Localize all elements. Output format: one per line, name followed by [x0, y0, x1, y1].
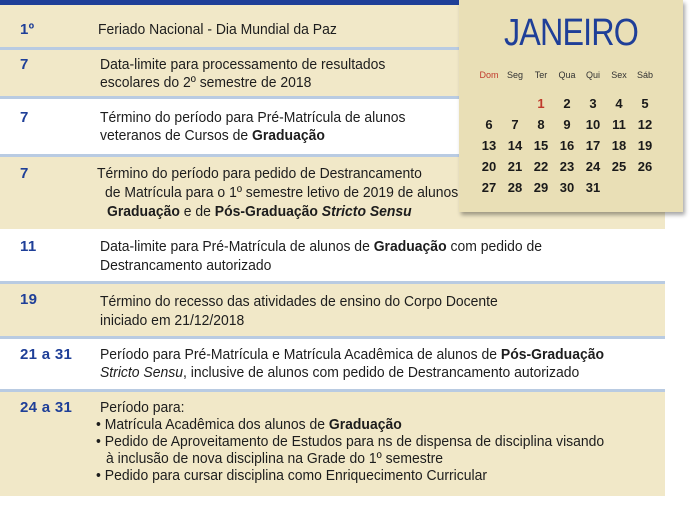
event-description-line-2: escolares do 2º semestre de 2018	[100, 74, 312, 91]
event-description-line-1: Término do período para Pré-Matrícula de alunos	[100, 109, 406, 126]
event-description-line-5: • Pedido para cursar disciplina como Enriquecimento Curricular	[96, 467, 488, 484]
calendar-day: 21	[507, 159, 523, 174]
calendar-day: 6	[485, 117, 493, 132]
calendar-day: 16	[559, 138, 575, 153]
event-description: Feriado Nacional - Dia Mundial da Paz	[98, 21, 337, 38]
calendar-day: 18	[611, 138, 627, 153]
event-description-line-1: Término do recesso das atividades de ensino do Corpo Docente	[100, 293, 498, 310]
event-description-line-2: veteranos de Cursos de Graduação	[100, 127, 325, 144]
event-date: 7	[20, 165, 29, 182]
event-description-line-2: Stricto Sensu, inclusive de alunos com pedido de Destrancamento autorizado	[100, 364, 580, 381]
calendar-month-title: JANEIRO	[503, 12, 639, 54]
calendar-day: 17	[585, 138, 601, 153]
calendar-day: 13	[481, 138, 497, 153]
calendar-day: 24	[585, 159, 601, 174]
weekday-label: Qui	[585, 70, 600, 80]
event-description-line-2: iniciado em 21/12/2018	[100, 312, 245, 329]
event-description-line-2: • Matrícula Acadêmica dos alunos de Graduação	[96, 416, 402, 433]
weekday-label: Dom	[479, 70, 499, 80]
event-description-line-1: Data-limite para Pré-Matrícula de alunos de Graduação com pedido de	[100, 238, 542, 255]
event-row-7	[0, 339, 665, 389]
calendar-widget	[459, 0, 683, 212]
event-description-line-3: • Pedido de Aproveitamento de Estudos para ns de dispensa de disciplina visando	[96, 433, 605, 450]
event-description-line-1: Data-limite para processamento de resultados	[100, 56, 386, 73]
event-date: 19	[20, 291, 38, 308]
calendar-day: 29	[533, 180, 549, 195]
calendar-day: 2	[563, 96, 571, 111]
event-date: 7	[20, 56, 29, 73]
event-description-line-2: de Matrícula para o 1º semestre letivo de 2019 de alunos	[105, 184, 459, 201]
calendar-day: 15	[533, 138, 549, 153]
calendar-day: 8	[537, 117, 545, 132]
calendar-day: 7	[511, 117, 519, 132]
event-row-6	[0, 284, 665, 336]
event-date: 1º	[20, 21, 35, 38]
calendar-day: 25	[611, 159, 627, 174]
calendar-day: 4	[615, 96, 623, 111]
event-date: 21 a 31	[20, 346, 73, 363]
calendar-day: 19	[637, 138, 653, 153]
calendar-day: 9	[563, 117, 571, 132]
calendar-day: 23	[559, 159, 575, 174]
event-row-5	[0, 229, 665, 281]
weekday-label: Sáb	[636, 70, 653, 80]
event-date: 7	[20, 109, 29, 126]
calendar-day: 20	[481, 159, 497, 174]
event-description-line-1: Término do período para pedido de Destrancamento	[97, 165, 422, 182]
weekday-label: Qua	[558, 70, 576, 80]
event-date: 11	[20, 238, 37, 255]
calendar-day: 27	[481, 180, 497, 195]
calendar-day: 31	[585, 180, 601, 195]
event-description-line-1: Período para Pré-Matrícula e Matrícula Acadêmica de alunos de Pós-Graduação	[100, 346, 605, 363]
calendar-day: 26	[637, 159, 653, 174]
event-description-line-1: Período para:	[100, 399, 185, 416]
calendar-day: 28	[507, 180, 523, 195]
calendar-day: 30	[559, 180, 575, 195]
weekday-label: Ter	[534, 70, 548, 80]
event-description-line-3: Graduação e de Pós-Graduação Stricto Sensu	[107, 203, 412, 220]
calendar-day: 11	[612, 117, 626, 132]
calendar-day: 22	[533, 159, 549, 174]
event-row-8	[0, 392, 665, 496]
event-description-line-4: à inclusão de nova disciplina na Grade do 1º semestre	[106, 450, 443, 467]
calendar-day: 5	[641, 96, 649, 111]
weekday-label: Seg	[506, 70, 523, 80]
event-date: 24 a 31	[20, 399, 73, 416]
weekday-label: Sex	[611, 70, 627, 80]
calendar-day: 12	[637, 117, 653, 132]
calendar-day-holiday: 1	[537, 96, 545, 111]
calendar-day: 3	[589, 96, 597, 111]
event-description-line-2: Destrancamento autorizado	[100, 257, 272, 274]
calendar-day: 14	[507, 138, 523, 153]
calendar-day: 10	[585, 117, 601, 132]
